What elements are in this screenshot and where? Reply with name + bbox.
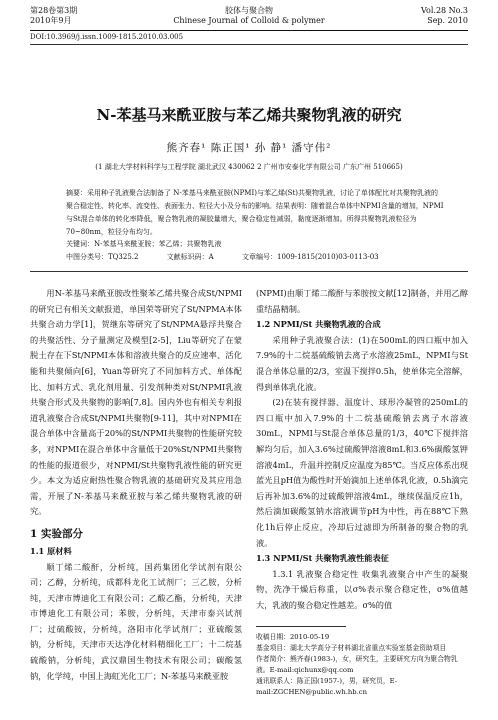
synthesis-step1-paragraph: 采用种子乳液聚合法：(1)在500mL的四口瓶中加入7.9%的十二烷基硫酸钠去离子水溶液25mL，NPMI与St混合单体总量的2/3，室温下搅拌0.5h，使单体完全溶解，得到单体乳化液。 [256, 334, 468, 392]
stability-paragraph: 1.3.1 乳液聚合稳定性 收集乳液聚合中产生的凝聚物，洗净干燥后称重，以σ%表示聚合稳定性，σ%值越大，乳液的聚合稳定性越差。σ%的值 [256, 568, 468, 610]
date-cn: 2010年9月 [30, 16, 72, 25]
abstract-text: 摘要：采用种子乳液聚合法制备了 N-苯基马来酰亚胺(NPMI)与苯乙烯(St)共聚物乳液，讨论了单体配比对共聚物乳液的聚合稳定性、转化率、流变性、表面张力、粒径大小及分布的影响。结果表明：随着混合单体中NPMI含量的增加，NPMI与St混合单体的转化率降低，聚合物乳液的凝胶量增大，聚合稳定性减弱，黏度逐渐增加。所得共聚物乳液粒径为70~80nm，粒径分布均匀。 [66, 189, 444, 236]
doi: DOI:10.3969/j.issn.1009-1815.2010.03.005 [30, 33, 184, 41]
journal-title-en: Chinese Journal of Colloid & polymer [173, 16, 325, 25]
fund-info: 基金项目：湖北大学高分子材料湖北省重点实验室基金资助项目 [256, 644, 447, 652]
clc-number: 中图分类号：TQ325.2 [66, 253, 139, 261]
date-en: Sep. 2010 [427, 16, 468, 25]
keywords: 关键词：N-苯基马来酰亚胺；苯乙烯；共聚物乳液 [66, 240, 222, 248]
right-column [256, 286, 468, 613]
corresponding-author: 通讯联系人：陈正国(1957-)，男，研究员，E-mail:ZGCHEN@public.wh.hb.cn [256, 677, 398, 696]
header-rule [30, 30, 468, 31]
journal-title-cn: 胶体与聚合物 [225, 6, 273, 15]
doi-rule [30, 44, 468, 45]
synthesis-step2-paragraph: (2)在装有搅拌器、温度计、球形冷凝管的250mL的四口瓶中加入7.9%的十二烷基硫酸钠去离子水溶液30mL，NPMI与St混合单体总量的1/3，40℃下搅拌溶解均匀后，加入3.6%过硫酸钾溶液8mL和3.6%碳酸氢钾溶液4mL，升温并控制反应温度为85℃。当反应体系出现蓝光且pH值为酸性时开始滴加上述单体乳化液，0.5h滴完后再补加3.6%的过硫酸钾溶液4mL，继续保温反应1h，然后滴加碳酸氢钠水溶液调节pH为中性，再在88℃下熟化1h后停止反应，冷却后过滤即为所制备的聚合物的乳液。 [256, 397, 468, 548]
header-right [421, 6, 468, 26]
introduction-paragraph: 用N-苯基马来酰亚胺改性聚苯乙烯共聚合成St/NPMI的研究已有相关文献报道，单国荣等研究了St/NPMA本体共聚合动力学[1]，贺继东等研究了St/NPMA悬浮共聚合的共聚活性、分子量测定及模型[2-5]，Liu等研究了在蒙脱土存在下St/NPMI本体和溶液共聚合的反应速率、活化能和共聚倾向[6]，Yuan等研究了不同加料方式、单体配比、加料方式、乳化剂用量、引发剂种类对St/NPMI乳液共聚合形式及共聚物的影响[7,8]。国内外也有相关专利报道乳液聚合合成St/NPMI共聚物[9-11]，其中对NPMI在混合单体中含量高于20%的St/NPMI共聚物的性能研究较多，对NPMI在混合单体中含量低于20%St/NPMI共聚物的性能的报道很少，对NPMI/St共聚物乳液性能的研究更少。本文为适应耐热性聚合物乳液的基础研究及其应用急需，开展了N-苯基马来酰亚胺与苯乙烯共聚物乳液的研究。 [30, 288, 242, 517]
footnote-rule [256, 626, 346, 627]
received-date: 收稿日期：2010-05-19 [256, 633, 330, 641]
volume-issue-en: Vol.28 No.3 [421, 6, 468, 15]
author-bio: 作者简介：熊齐春(1983-)，女，研究生，主要研究方向为聚合物乳液。E-mail:qichunx@qq.com [256, 655, 458, 674]
abstract-rule [30, 271, 468, 272]
npmi-prep-paragraph: (NPMI)由顺丁烯二酸酐与苯胺按文献[12]制备，并用乙醇重结晶精制。 [256, 288, 468, 314]
section-heading-experimental: 1 实验部分 [30, 527, 83, 540]
materials-paragraph: 顺丁烯二酸酐，分析纯，国药集团化学试剂有限公司；乙醇，分析纯，成都科龙化工试剂厂；三乙胺，分析纯，天津市博迪化工有限公司；乙酸乙酯，分析纯，天津市博迪化工有限公司；苯胺，分析纯，天津市泰兴试剂厂；过硫酸铵，分析纯，洛阳市化学试剂厂；亚硫酸氢钠，分析纯，天津市天达净化材料精细化工厂；十二烷基硫酸钠，分析纯，武汉鼎国生物技术有限公司；碳酸氢钠，化学纯，中国上海虹光化工厂；N-苯基马来酰亚胺 [30, 561, 242, 681]
left-column [30, 286, 242, 684]
paper-title: N-苯基马来酰亚胺与苯乙烯共聚物乳液的研究 [96, 106, 402, 124]
footnote-block [256, 632, 468, 698]
abstract [66, 187, 444, 239]
author-list: 熊齐春¹ 陈正国¹ 孙 静¹ 潘守伟² [166, 142, 332, 154]
classification-line [66, 252, 444, 262]
subsection-heading-synthesis: 1.2 NPMI/St 共聚物乳液的合成 [256, 319, 381, 330]
affiliation: (1 湖北大学材料科学与工程学院 湖北武汉 430062 2 广州市安泰化学有限公司 广东广州 510665) [95, 163, 403, 171]
document-code: 文献标识码：A [166, 253, 214, 261]
subsection-heading-characterization: 1.3 NPMI/St 共聚物乳液性能表征 [256, 553, 389, 564]
header-center [30, 6, 468, 26]
article-number: 文章编号：1009-1815(2010)03-0113-03 [241, 253, 379, 261]
subsection-heading-materials: 1.1 原材料 [30, 545, 72, 556]
volume-issue-cn: 第28卷第3期 [30, 6, 78, 15]
